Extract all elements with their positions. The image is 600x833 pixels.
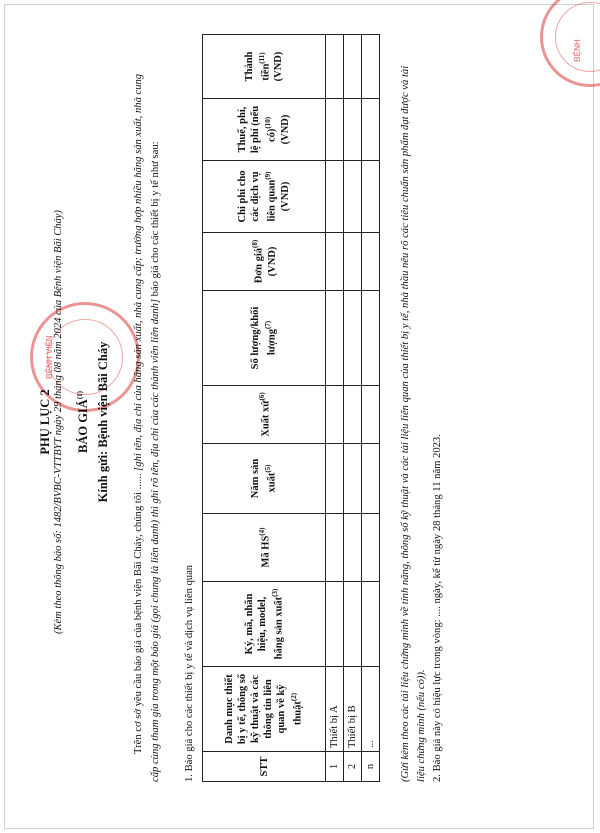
header-service-cost: Chi phí cho các dịch vụ liên quan$^{(9)}$ (VND) — [203, 161, 326, 233]
recipient: Kính gửi: Bệnh viện Bãi Cháy — [96, 341, 110, 503]
row-stt: 2 — [344, 752, 362, 782]
header-stt: STT — [203, 752, 326, 782]
table-row — [326, 35, 344, 782]
header-year: Năm sản xuất$^{(5)}$ — [203, 444, 326, 514]
corner-seal — [540, 0, 600, 87]
subtitle: (Kèm theo thông báo số: 1482/BVBC-VTTBYT ngày 29 tháng 08 năm 2024 của Bệnh viện Bãi Cháy) — [53, 210, 64, 634]
header-hs-code: Mã HS$^{(4)}$ — [203, 514, 326, 582]
seal-text: BỆNH VIỆN — [45, 335, 54, 379]
header-origin: Xuất xứ$^{(6)}$ — [203, 386, 326, 444]
table-row — [362, 35, 380, 782]
rotated-document — [0, 22, 600, 822]
header-unit-price: Đơn giá$^{(8)}$ (VND) — [203, 233, 326, 291]
validity-statement: 2. Báo giá này có hiệu lực trong vòng: .... ngày, kể từ ngày 28 tháng 11 năm 2023. — [432, 434, 443, 782]
header-device-list: Danh mục thiết bị y tế, thông số kỹ thuật và các thông tin liên quan về kỹ thuật$^{(2)}$ — [203, 667, 326, 752]
corner-seal-text: BỆNH — [573, 39, 582, 62]
row-stt: 1 — [326, 752, 344, 782]
quote-table — [202, 34, 380, 782]
row-device: Thiết bị A — [326, 667, 344, 752]
row-device: Thiết bị B — [344, 667, 362, 752]
row-stt: n — [362, 752, 380, 782]
quote-title: BÁO GIÁ$^{(1)}$ — [76, 391, 91, 453]
header-code-brand: Ký, mã, nhãn hiệu, model, hãng sản xuất$^{(3)}$ — [203, 582, 326, 667]
row-device: ... — [362, 667, 380, 752]
header-total: Thành tiền$^{(11)}$ (VND) — [203, 35, 326, 99]
attachment-note: (Gửi kèm theo các tài liệu chứng minh về tính năng, thông số kỹ thuật và các tài liệu liên quan của thiết bị y tế, nhà thầu nêu rõ các tiêu chuẩn sản phẩm đạt được và tài liệu chứng minh (nếu có)). — [400, 65, 427, 782]
header-tax: Thuế, phí, lệ phí (nếu có)$^{(10)}$ (VND) — [203, 99, 326, 161]
intro-paragraph: Trên cơ sở yêu cầu báo giá của bệnh viện Bãi Cháy, chúng tôi ...... [ghi tên, địa chỉ của hãng sản xuất, nhà cung cấp; trường hợp nhiều hãng sản xuất, nhà cung cấp cùng tham gia trong một báo giá (gọi chung là liên danh) thì ghi rõ tên, địa chỉ của các thành viên liên danh] báo giá cho các thiết bị y tế như sau: — [133, 73, 161, 782]
section-1-heading: 1. Báo giá cho các thiết bị y tế và dịch vụ liên quan — [184, 564, 195, 782]
appendix-title: PHỤ LỤC 2 — [38, 389, 52, 455]
table-header-row — [203, 35, 326, 782]
table-row — [344, 35, 362, 782]
header-quantity: Số lượng/khối lượng$^{(7)}$ — [203, 291, 326, 386]
